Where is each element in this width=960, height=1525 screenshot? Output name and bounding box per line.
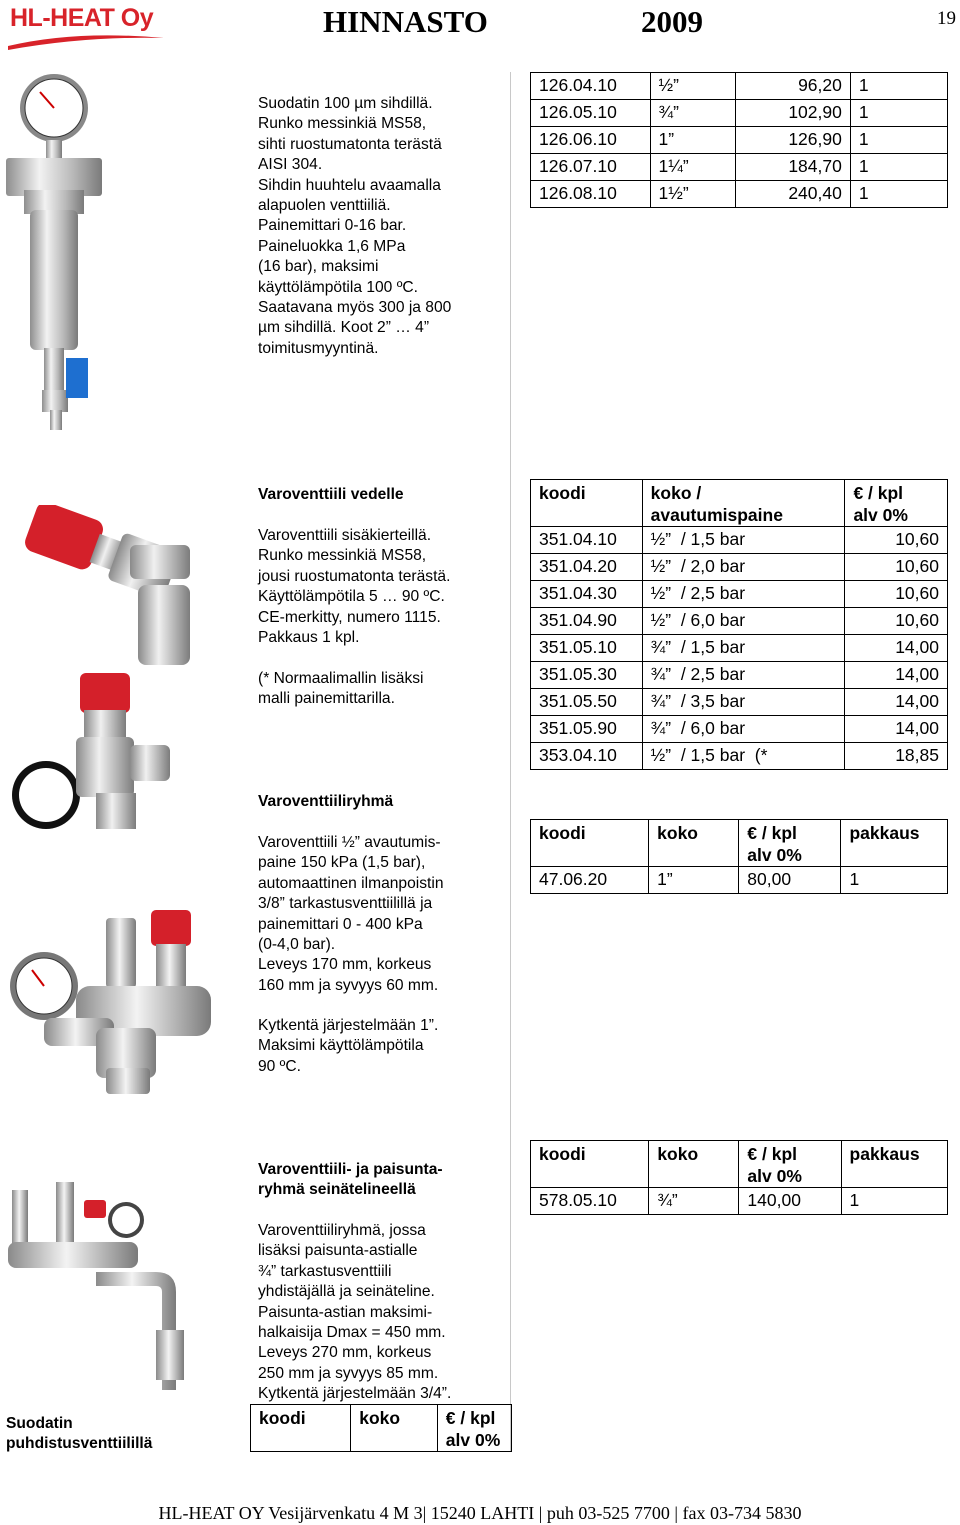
- table-cell: ½” / 1,5 bar (*: [642, 743, 845, 770]
- table-row: [531, 154, 948, 181]
- table-cell: 351.05.50: [531, 689, 643, 716]
- table-cell: 10,60: [845, 554, 948, 581]
- product-description: Varoventtiili ½” avautumis- paine 150 kPa (1,5 bar), automaattinen ilmanpoistin 3/8” tarkastusventtiilillä ja painemittari 0 - 400 kPa (0-4,0 bar). Leveys 170 mm, korkeus 160 mm ja syvyys 60 mm.: [258, 834, 444, 994]
- column-header: koko: [649, 1141, 739, 1188]
- table-cell: 1: [850, 154, 947, 181]
- product-description: Varoventtiiliryhmä, jossa lisäksi paisunta-astialle ¾” tarkastusventtiili yhdistäjällä ja seinäteline. Paisunta-astian maksimi- halkaisija Dmax = 450 mm. Leveys 270 mm, korkeus 250 mm ja syvyys 85 mm. Kytkentä järjestelmään 3/4”.: [258, 1222, 452, 1403]
- page-year: 2009: [641, 4, 703, 39]
- table-row: [531, 867, 948, 894]
- table-cell: 351.04.20: [531, 554, 643, 581]
- table-row: [531, 581, 948, 608]
- page-footer: HL-HEAT OY Vesijärvenkatu 4 M 3| 15240 LAHTI | puh 03-525 7700 | fax 03-734 5830: [158, 1503, 802, 1523]
- table-row: [531, 100, 948, 127]
- table-cell: ½” / 2,0 bar: [642, 554, 845, 581]
- section-title: Varoventtiili- ja paisunta- ryhmä seinätelineellä: [258, 1161, 443, 1199]
- table-cell: 126,90: [736, 127, 851, 154]
- table-row: [531, 743, 948, 770]
- table-cell: 1: [841, 867, 948, 894]
- table-cell: 351.05.30: [531, 662, 643, 689]
- table-header-row: [531, 1141, 948, 1188]
- column-header: koko: [351, 1405, 438, 1452]
- table-cell: 18,85: [845, 743, 948, 770]
- table-cell: 1: [850, 100, 947, 127]
- table-row: [531, 662, 948, 689]
- logo-text: HL-HEAT Oy: [10, 4, 154, 32]
- table-cell: ¾” / 1,5 bar: [642, 635, 845, 662]
- table-cell: 351.05.90: [531, 716, 643, 743]
- price-table-filter: [530, 72, 948, 208]
- price-table-safety-valve: [530, 479, 948, 770]
- table-cell: 140,00: [739, 1188, 841, 1215]
- table-cell: ¾”: [650, 100, 736, 127]
- table-row: [531, 608, 948, 635]
- table-cell: 1”: [650, 127, 736, 154]
- table-cell: 184,70: [736, 154, 851, 181]
- table-cell: ½” / 2,5 bar: [642, 581, 845, 608]
- table-header-row: [251, 1405, 512, 1452]
- table-cell: 126.04.10: [531, 73, 651, 100]
- table-cell: ½” / 1,5 bar: [642, 527, 845, 554]
- table-cell: 14,00: [845, 635, 948, 662]
- table-row: [531, 689, 948, 716]
- column-header: € / kpl alv 0%: [739, 1141, 841, 1188]
- price-table-valve-group: [530, 819, 948, 894]
- product-description-extra: Kytkentä järjestelmään 1”. Maksimi käyttölämpötila 90 ºC.: [258, 1017, 439, 1075]
- table-cell: 351.04.90: [531, 608, 643, 635]
- table-row: [531, 554, 948, 581]
- table-row: [531, 127, 948, 154]
- column-header: € / kpl alv 0%: [437, 1405, 511, 1452]
- table-cell: 10,60: [845, 581, 948, 608]
- table-cell: ¾” / 2,5 bar: [642, 662, 845, 689]
- table-cell: 240,40: [736, 181, 851, 208]
- table-cell: 126.05.10: [531, 100, 651, 127]
- filter-image: [4, 70, 114, 435]
- table-cell: 578.05.10: [531, 1188, 649, 1215]
- table-cell: ¾”: [649, 1188, 739, 1215]
- table-cell: 14,00: [845, 689, 948, 716]
- column-header: koko / avautumispaine: [642, 480, 845, 527]
- table-cell: ½”: [650, 73, 736, 100]
- table-cell: 126.06.10: [531, 127, 651, 154]
- table-cell: 126.07.10: [531, 154, 651, 181]
- table-cell: 1¼”: [650, 154, 736, 181]
- table-header-row: [531, 820, 948, 867]
- table-cell: 14,00: [845, 662, 948, 689]
- table-cell: 351.04.10: [531, 527, 643, 554]
- product-note: (* Normaalimallin lisäksi malli painemittarilla.: [258, 670, 424, 708]
- table-row: [531, 716, 948, 743]
- product-description: Varoventtiili sisäkierteillä. Runko messinkiä MS58, jousi ruostumatonta terästä. Käyttölämpötila 5 … 90 ºC. CE-merkitty, numero 1115. Pakkaus 1 kpl.: [258, 527, 451, 647]
- table-row: [531, 73, 948, 100]
- table-cell: 353.04.10: [531, 743, 643, 770]
- table-cell: 351.04.30: [531, 581, 643, 608]
- table-row: [531, 181, 948, 208]
- section-title: Varoventtiili vedelle: [258, 486, 404, 503]
- table-cell: 14,00: [845, 716, 948, 743]
- table-row: [531, 527, 948, 554]
- table-cell: 1½”: [650, 181, 736, 208]
- column-header: koodi: [531, 1141, 649, 1188]
- column-header: € / kpl alv 0%: [739, 820, 841, 867]
- table-cell: ¾” / 6,0 bar: [642, 716, 845, 743]
- table-cell: 126.08.10: [531, 181, 651, 208]
- column-header: € / kpl alv 0%: [845, 480, 948, 527]
- table-cell: 1: [850, 181, 947, 208]
- wall-group-image: [6, 1180, 196, 1395]
- table-cell: 1: [850, 127, 947, 154]
- table-cell: 96,20: [736, 73, 851, 100]
- image-caption: Suodatin puhdistusventtiilillä: [6, 1415, 153, 1453]
- table-cell: 10,60: [845, 608, 948, 635]
- price-table-header-only: [250, 1404, 512, 1452]
- safety-valve-image: [10, 505, 200, 835]
- column-header: koodi: [251, 1405, 351, 1452]
- table-cell: ½” / 6,0 bar: [642, 608, 845, 635]
- table-cell: 80,00: [739, 867, 841, 894]
- column-header: pakkaus: [841, 820, 948, 867]
- table-cell: 10,60: [845, 527, 948, 554]
- product-description: Suodatin 100 µm sihdillä. Runko messinkiä MS58, sihti ruostumatonta terästä AISI 304. Sihdin huuhtelu avaamalla alapuolen venttiiliä. Painemittari 0-16 bar. Paineluokka 1,6 MPa (16 bar), maksimi käyttölämpötila 100 ºC. Saatavana myös 300 ja 800 µm sihdillä. Koot 2” … 4” toimitusmyyntinä.: [258, 95, 452, 357]
- table-cell: 1: [841, 1188, 947, 1215]
- table-row: [531, 1188, 948, 1215]
- price-table-wall-group: [530, 1140, 948, 1215]
- page-number: 19: [937, 8, 956, 29]
- section-title: Varoventtiiliryhmä: [258, 793, 394, 810]
- table-cell: 102,90: [736, 100, 851, 127]
- column-header: pakkaus: [841, 1141, 947, 1188]
- valve-group-image: [6, 908, 221, 1098]
- company-logo: [6, 2, 166, 50]
- table-cell: ¾” / 3,5 bar: [642, 689, 845, 716]
- column-header: koko: [649, 820, 739, 867]
- table-row: [531, 635, 948, 662]
- column-header: koodi: [531, 820, 649, 867]
- logo-swoosh: [6, 2, 166, 50]
- page-title: HINNASTO: [323, 4, 488, 39]
- table-cell: 1”: [649, 867, 739, 894]
- table-cell: 351.05.10: [531, 635, 643, 662]
- table-cell: 47.06.20: [531, 867, 649, 894]
- column-header: koodi: [531, 480, 643, 527]
- table-cell: 1: [850, 73, 947, 100]
- column-divider: [510, 72, 511, 1452]
- table-header-row: [531, 480, 948, 527]
